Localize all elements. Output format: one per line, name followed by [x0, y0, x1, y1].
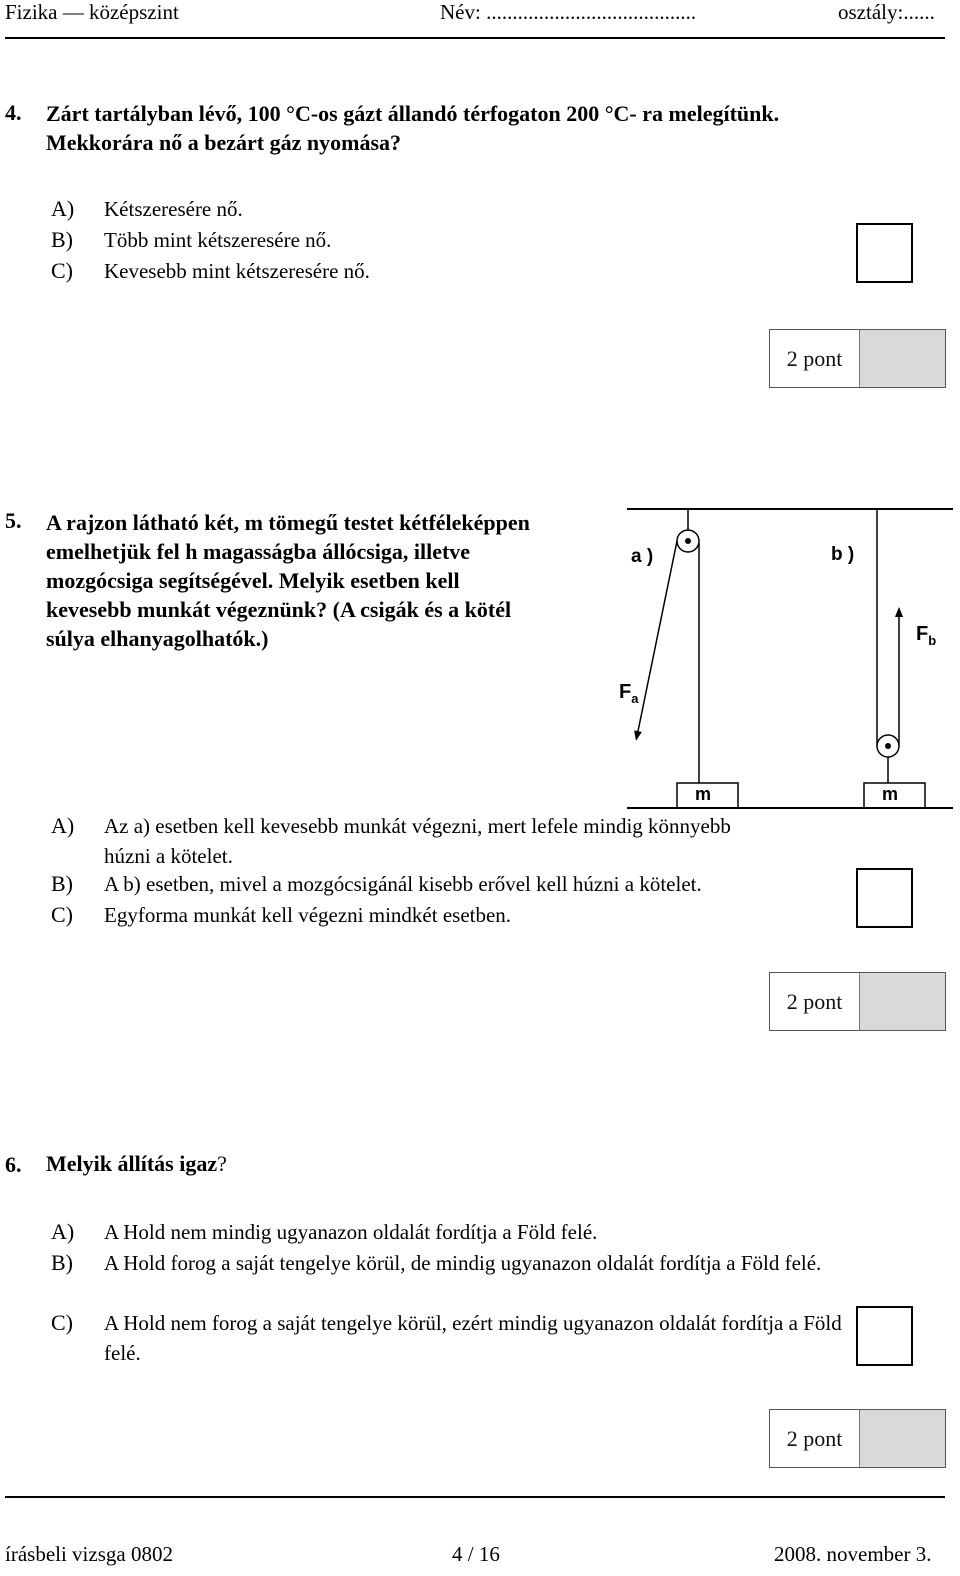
q6-option-b-text: A Hold forog a saját tengelye körül, de mindig ugyanazon oldalát fordítja a Föld felé. [104, 1251, 822, 1275]
q5-number: 5. [5, 508, 22, 533]
q6-answer-box[interactable] [856, 1306, 913, 1366]
q6-number: 6. [5, 1152, 22, 1177]
mass-a-label: m [695, 784, 712, 804]
pulley-b-axle [885, 743, 891, 749]
q6-points-box [769, 1409, 946, 1468]
q5-option-b-letter: B) [51, 871, 73, 896]
q5-option-c-text: Egyforma munkát kell végezni mindkét esetben. [104, 903, 512, 927]
header-subject: Fizika — középszint [5, 0, 179, 24]
figure-label-a: a ) [631, 546, 654, 567]
force-a-symbol: F [619, 681, 632, 703]
header-name-field: Név: ........................................ [440, 0, 697, 24]
q6-text: Melyik állítás igaz [46, 1151, 218, 1176]
q6-question-mark: ? [217, 1151, 227, 1176]
q4-option-c-letter: C) [51, 258, 73, 283]
pulley-a-axle [685, 538, 691, 544]
footer-exam-code: írásbeli vizsga 0802 [5, 1542, 173, 1566]
q5-option-b-text: A b) esetben, mivel a mozgócsigánál kisebb erővel kell húzni a kötelet. [104, 872, 702, 896]
q4-option-a-letter: A) [51, 196, 75, 221]
q6-option-c-letter: C) [51, 1310, 73, 1335]
q6-option-b-letter: B) [51, 1250, 73, 1275]
q6-option-c-text: A Hold nem forog a saját tengelye körül, ezért mindig ugyanazon oldalát fordítja a Föld felé. [104, 1311, 842, 1365]
q5-points-box [769, 972, 946, 1031]
q5-option-a-letter: A) [51, 813, 75, 838]
q5-points-score-cell[interactable] [859, 973, 945, 1030]
q4-option-b-letter: B) [51, 227, 73, 252]
force-a-arrow [637, 541, 677, 736]
force-a-subscript: a [631, 691, 639, 706]
q4-text-line1: Zárt tartályban lévő, 100 °C-os gázt állandó térfogaton 200 °C- ra melegítünk. [46, 101, 780, 126]
q4-text-line2: Mekkorára nő a bezárt gáz nyomása? [46, 130, 402, 155]
q6-points-label: 2 pont [786, 1425, 843, 1451]
header-class-field: osztály:...... [838, 0, 935, 24]
q6-question [46, 1151, 227, 1177]
q5-points-label: 2 pont [786, 988, 843, 1014]
q5-text-line2: emelhetjük fel h magasságba állócsiga, illetve [46, 539, 471, 564]
footer-rule [5, 1496, 945, 1498]
force-b-label [916, 623, 936, 646]
q6-points-score-cell[interactable] [859, 1410, 945, 1467]
q5-text-line5: súlya elhanyagolhatók.) [46, 626, 269, 651]
q6-option-a-text: A Hold nem mindig ugyanazon oldalát fordítja a Föld felé. [104, 1220, 598, 1244]
figure-label-b: b ) [831, 544, 855, 565]
q5-text-line1: A rajzon látható két, m tömegű testet kétféleképpen [46, 510, 530, 535]
q5-option-a-text: Az a) esetben kell kevesebb munkát végezni, mert lefele mindig könnyebb húzni a kötelet. [104, 814, 731, 868]
q4-option-a-text: Kétszeresére nő. [104, 197, 243, 221]
footer-page-number: 4 / 16 [452, 1542, 500, 1566]
force-b-symbol: F [916, 623, 929, 645]
q6-option-a-letter: A) [51, 1219, 75, 1244]
q4-points-label: 2 pont [786, 345, 843, 371]
q4-option-b-text: Több mint kétszeresére nő. [104, 228, 332, 252]
q5-answer-box[interactable] [856, 868, 913, 928]
force-a-label [619, 681, 638, 704]
q5-text-line3: mozgócsiga segítségével. Melyik esetben kell [46, 568, 460, 593]
q4-option-c-text: Kevesebb mint kétszeresére nő. [104, 259, 370, 283]
footer-date: 2008. november 3. [774, 1542, 932, 1566]
q5-option-c-letter: C) [51, 902, 73, 927]
mass-b-label: m [882, 784, 899, 804]
q5-text-line4: kevesebb munkát végeznünk? (A csigák és a kötél [46, 597, 512, 622]
force-b-subscript: b [928, 633, 937, 648]
q4-number: 4. [5, 100, 22, 125]
